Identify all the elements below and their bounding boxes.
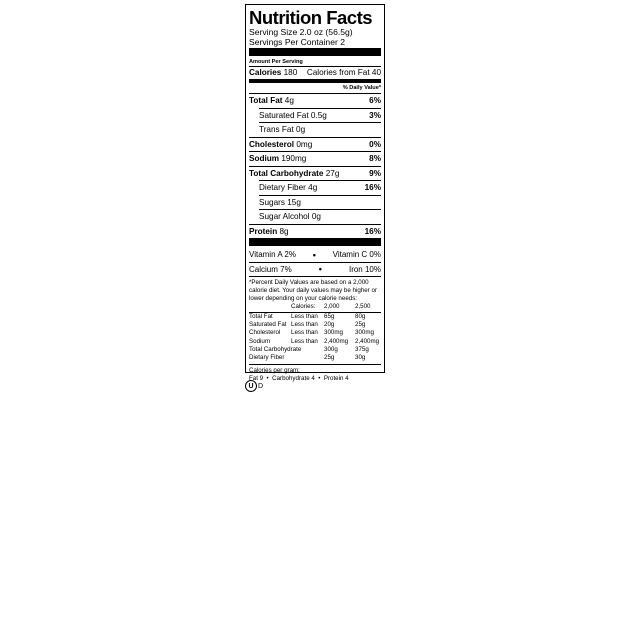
nutrient-amount: 190mg	[281, 154, 307, 164]
table-cell: 30g	[355, 354, 366, 362]
nutrient-row	[249, 137, 381, 152]
table-cell: 80g	[355, 312, 366, 320]
table-cell: Dietary Fiber	[249, 354, 285, 362]
table-cell: 25g	[324, 354, 335, 362]
nutrient-row	[259, 209, 381, 224]
mineral-row	[249, 263, 381, 277]
table-cell: Total Carbohydrate	[249, 345, 302, 353]
table-cell: 375g	[355, 345, 369, 353]
table-cell: 2,400mg	[324, 337, 349, 345]
iron: Iron 10%	[348, 264, 381, 274]
daily-value-footnote	[249, 276, 381, 383]
serving-size: Serving Size 2.0 oz (56.5g)	[249, 27, 353, 37]
nutrient-amount: 4g	[308, 183, 318, 193]
table-cell: Less than	[291, 329, 318, 337]
nutrient-amount: 0g	[296, 125, 306, 135]
nutrient-cell	[249, 154, 306, 163]
table-cell: 20g	[324, 320, 335, 328]
nutrient-dv: 0%	[369, 139, 381, 149]
table-cell: 300g	[324, 345, 338, 353]
nutrient-dv: 16%	[364, 183, 381, 193]
nutrient-label: Protein	[249, 226, 278, 236]
table-cell: 300mg	[324, 329, 343, 337]
calcium: Calcium 7%	[249, 264, 292, 274]
ou-kosher-dairy-icon: U	[245, 380, 257, 392]
nutrient-amount: 0mg	[296, 139, 313, 149]
nutrient-cell	[249, 227, 289, 236]
bullet-separator: •	[312, 249, 316, 260]
table-cell: Calories:	[291, 303, 324, 312]
nutrient-amount: 4g	[284, 96, 294, 106]
table-cell: Saturated Fat	[249, 320, 287, 328]
kosher-dairy-suffix: D	[258, 382, 264, 390]
nutrient-row	[249, 151, 381, 166]
nutrient-cell	[259, 198, 301, 207]
nutrient-cell	[259, 212, 321, 221]
table-cell: Less than	[291, 337, 318, 345]
nutrient-row	[259, 122, 381, 137]
nutrient-row	[249, 224, 381, 239]
calories-row	[249, 67, 381, 78]
nutrient-dv: 6%	[369, 96, 381, 106]
calories-per-gram-label: Calories per gram:	[249, 367, 300, 375]
label-title: Nutrition Facts	[249, 7, 373, 28]
table-row	[249, 329, 381, 337]
nutrient-dv: 9%	[369, 168, 381, 178]
table-cell: 2,400mg	[355, 337, 380, 345]
nutrient-dv: 8%	[369, 154, 381, 164]
nutrient-label: Sugars	[259, 197, 285, 207]
table-row	[249, 321, 381, 329]
nutrient-amount: 8g	[279, 226, 289, 236]
nutrient-label: Sodium	[249, 154, 280, 164]
table-cell: Less than	[291, 320, 318, 328]
nutrient-label: Total Fat	[249, 96, 283, 106]
vitamin-c: Vitamin C 0%	[332, 250, 381, 260]
nutrient-row	[249, 166, 381, 181]
calories-cell	[249, 68, 297, 77]
kosher-symbol	[245, 380, 263, 392]
table-cell: Sodium	[249, 337, 270, 345]
daily-value-table	[249, 303, 381, 362]
nutrient-label: Trans Fat	[259, 125, 294, 135]
nutrient-amount: 15g	[287, 197, 301, 207]
table-row	[249, 346, 381, 354]
table-cell: 300mg	[355, 329, 374, 337]
table-row	[249, 354, 381, 362]
nutrient-amount: 27g	[325, 168, 340, 178]
nutrient-cell	[249, 140, 312, 149]
nutrient-label: Cholesterol	[249, 139, 295, 149]
nutrient-label: Sugar Alcohol	[259, 212, 310, 222]
table-cell: Total Fat	[249, 312, 273, 320]
calories-label: Calories	[249, 68, 282, 77]
nutrient-row	[259, 108, 381, 123]
table-cell	[249, 303, 291, 312]
nutrient-dv: 16%	[364, 226, 381, 236]
table-cell: 25g	[355, 320, 366, 328]
table-cell: 2,500	[355, 303, 381, 312]
table-row	[249, 312, 381, 321]
calories-per-gram-line: Fat 9 • Carbohydrate 4 • Protein 4	[249, 375, 349, 383]
nutrient-row	[259, 180, 381, 195]
calories-value: 180	[283, 68, 298, 77]
nutrient-amount: 0.5g	[310, 110, 327, 120]
bullet-separator: •	[318, 264, 322, 275]
amount-per-serving: Amount Per Serving	[249, 58, 381, 67]
thick-divider	[249, 48, 381, 56]
nutrient-row	[259, 195, 381, 210]
table-cell: Less than	[291, 312, 318, 320]
calories-per-gram	[249, 364, 381, 383]
nutrient-label: Saturated Fat	[259, 110, 309, 120]
vitamin-row	[249, 248, 381, 263]
vitamin-a: Vitamin A 2%	[249, 250, 296, 260]
nutrient-cell	[259, 183, 317, 192]
nutrient-amount: 0g	[311, 212, 321, 222]
thick-divider	[249, 238, 381, 246]
nutrient-dv: 3%	[369, 110, 381, 120]
nutrient-label: Total Carbohydrate	[249, 168, 324, 178]
nutrition-facts-label	[245, 4, 385, 383]
nutrient-cell	[249, 96, 294, 105]
nutrient-cell	[259, 125, 305, 134]
nutrient-cell	[249, 169, 339, 178]
table-cell: 2,000	[324, 303, 355, 312]
table-cell: Cholesterol	[249, 329, 281, 337]
medium-divider	[249, 79, 381, 83]
servings-per-container: Servings Per Container 2	[249, 37, 346, 47]
daily-value-header: % Daily Value*	[342, 85, 381, 91]
table-row	[249, 338, 381, 346]
nutrient-label: Dietary Fiber	[259, 183, 306, 193]
nutrient-cell	[259, 111, 327, 120]
nutrient-row	[249, 93, 381, 108]
table-cell: 65g	[324, 312, 335, 320]
calories-from-fat: Calories from Fat 40	[306, 68, 381, 77]
footnote-text: *Percent Daily Values are based on a 2,000 calorie diet. Your daily values may be higher or lower depending on your calorie needs:	[249, 279, 377, 302]
table-header-row	[249, 303, 381, 312]
